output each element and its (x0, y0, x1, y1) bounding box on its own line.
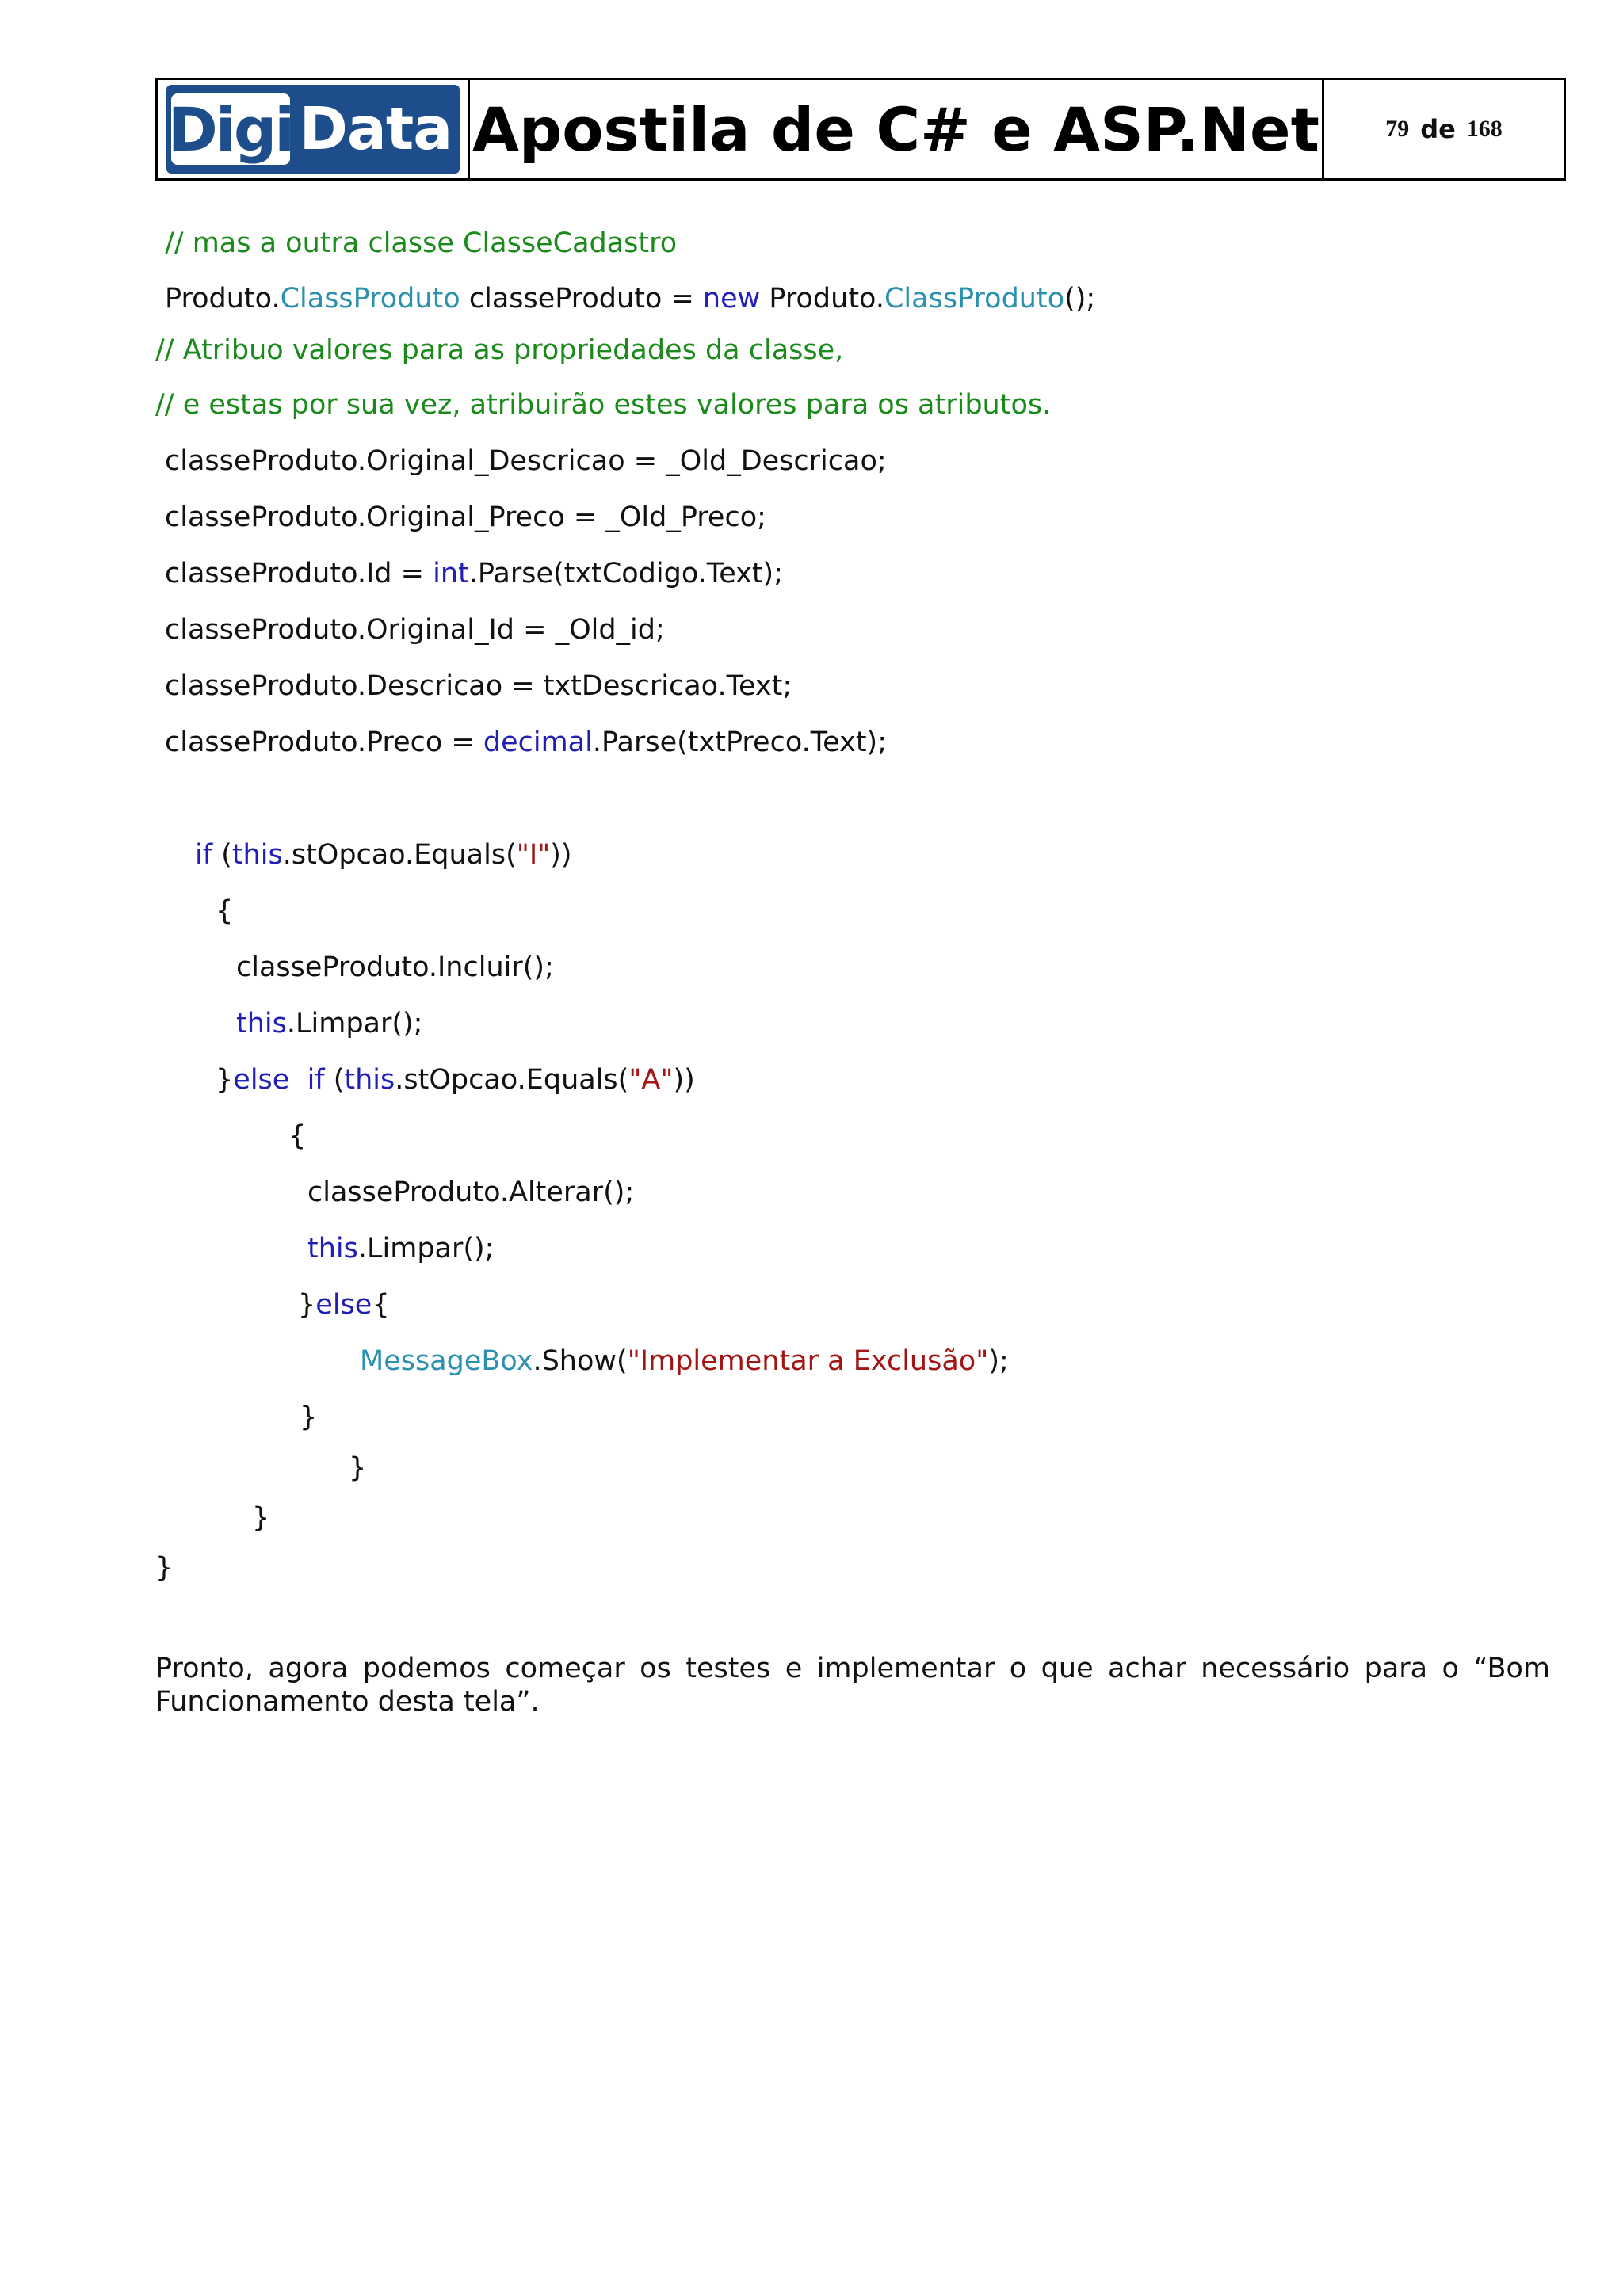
code-line-16: { (288, 1120, 307, 1152)
code-text: ); (988, 1345, 1009, 1377)
code-keyword: int (433, 558, 469, 589)
code-line-21: } (300, 1402, 318, 1433)
code-keyword: new (702, 283, 761, 315)
code-line-19 (298, 1291, 390, 1319)
logo-digi-text: Digi (167, 93, 293, 165)
title-cell (470, 80, 1324, 178)
code-keyword: this (236, 1008, 287, 1039)
code-string: "A" (628, 1064, 674, 1096)
code-line-15 (216, 1066, 695, 1094)
code-keyword: this (231, 839, 283, 871)
code-line-22: } (349, 1452, 367, 1484)
page-header (155, 78, 1566, 181)
code-type: ClassProduto (884, 283, 1065, 315)
code-line-3: // Atribuo valores para as propriedades da classe, (155, 334, 844, 366)
code-text: classeProduto.Id = (165, 558, 433, 589)
code-type: MessageBox (360, 1345, 533, 1377)
document-title: Apostila de C# e ASP.Net (472, 93, 1319, 165)
code-line-5: classeProduto.Original_Descricao = _Old_Descricao; (165, 445, 887, 477)
code-keyword: if (195, 839, 213, 871)
code-line-1: // mas a outra classe ClasseCadastro (165, 227, 678, 259)
code-text: .Limpar(); (286, 1008, 423, 1039)
code-line-8: classeProduto.Original_Id = _Old_id; (165, 614, 665, 646)
page-separator: de (1420, 114, 1456, 144)
code-text: } (298, 1289, 316, 1321)
code-line-6: classeProduto.Original_Preco = _Old_Preco; (165, 502, 766, 533)
code-text: ( (212, 839, 232, 871)
page-total: 168 (1466, 116, 1503, 142)
logo-data-text: Data (299, 95, 453, 163)
code-text: .Show( (533, 1345, 628, 1377)
code-text: { (372, 1289, 390, 1321)
code-text: .stOpcao.Equals( (282, 839, 517, 871)
digidata-logo (166, 85, 460, 174)
code-keyword: if (307, 1064, 325, 1096)
code-text: ( (324, 1064, 345, 1096)
code-text: .Parse(txtCodigo.Text); (468, 558, 783, 589)
code-string: "Implementar a Exclusão" (627, 1345, 989, 1377)
logo-cell (158, 80, 470, 178)
code-text: } (216, 1064, 234, 1096)
page-current: 79 (1385, 116, 1410, 142)
page-number (1324, 80, 1564, 178)
code-text: (); (1064, 283, 1096, 315)
code-text: Produto. (760, 283, 884, 315)
code-line-11 (195, 841, 572, 869)
closing-paragraph: Pronto, agora podemos começar os testes e implementar o que achar necessário para o “Bom Funcionamento desta tela”. (155, 1653, 1550, 1718)
code-line-9: classeProduto.Descricao = txtDescricao.Text; (165, 670, 792, 702)
code-line-23: } (252, 1502, 270, 1534)
code-line-14 (236, 1010, 422, 1038)
code-text: classeProduto.Preco = (165, 727, 483, 758)
code-keyword: else (233, 1064, 290, 1096)
code-line-2 (165, 285, 1095, 313)
code-keyword: this (344, 1064, 395, 1096)
code-keyword: else (315, 1289, 372, 1321)
code-text: classeProduto = (460, 283, 703, 315)
code-text: .Parse(txtPreco.Text); (592, 727, 887, 758)
code-line-7 (165, 560, 783, 588)
code-text: )) (673, 1064, 695, 1096)
code-type: ClassProduto (280, 283, 460, 315)
code-line-12: { (216, 895, 234, 927)
code-text: )) (550, 839, 572, 871)
code-keyword: decimal (483, 727, 593, 758)
code-keyword: this (307, 1233, 358, 1264)
code-line-13: classeProduto.Incluir(); (236, 952, 554, 983)
code-text: .stOpcao.Equals( (395, 1064, 629, 1096)
code-line-17: classeProduto.Alterar(); (307, 1177, 635, 1208)
code-string: "I" (516, 839, 551, 871)
code-line-10 (165, 729, 887, 757)
code-line-20 (360, 1345, 1009, 1377)
code-text: Produto. (165, 283, 281, 315)
code-line-24: } (155, 1552, 174, 1584)
code-line-18 (307, 1235, 494, 1263)
code-line-4: // e estas por sua vez, atribuirão estes valores para os atributos. (155, 389, 1052, 421)
code-text: .Limpar(); (357, 1233, 495, 1264)
code-text (289, 1064, 307, 1096)
